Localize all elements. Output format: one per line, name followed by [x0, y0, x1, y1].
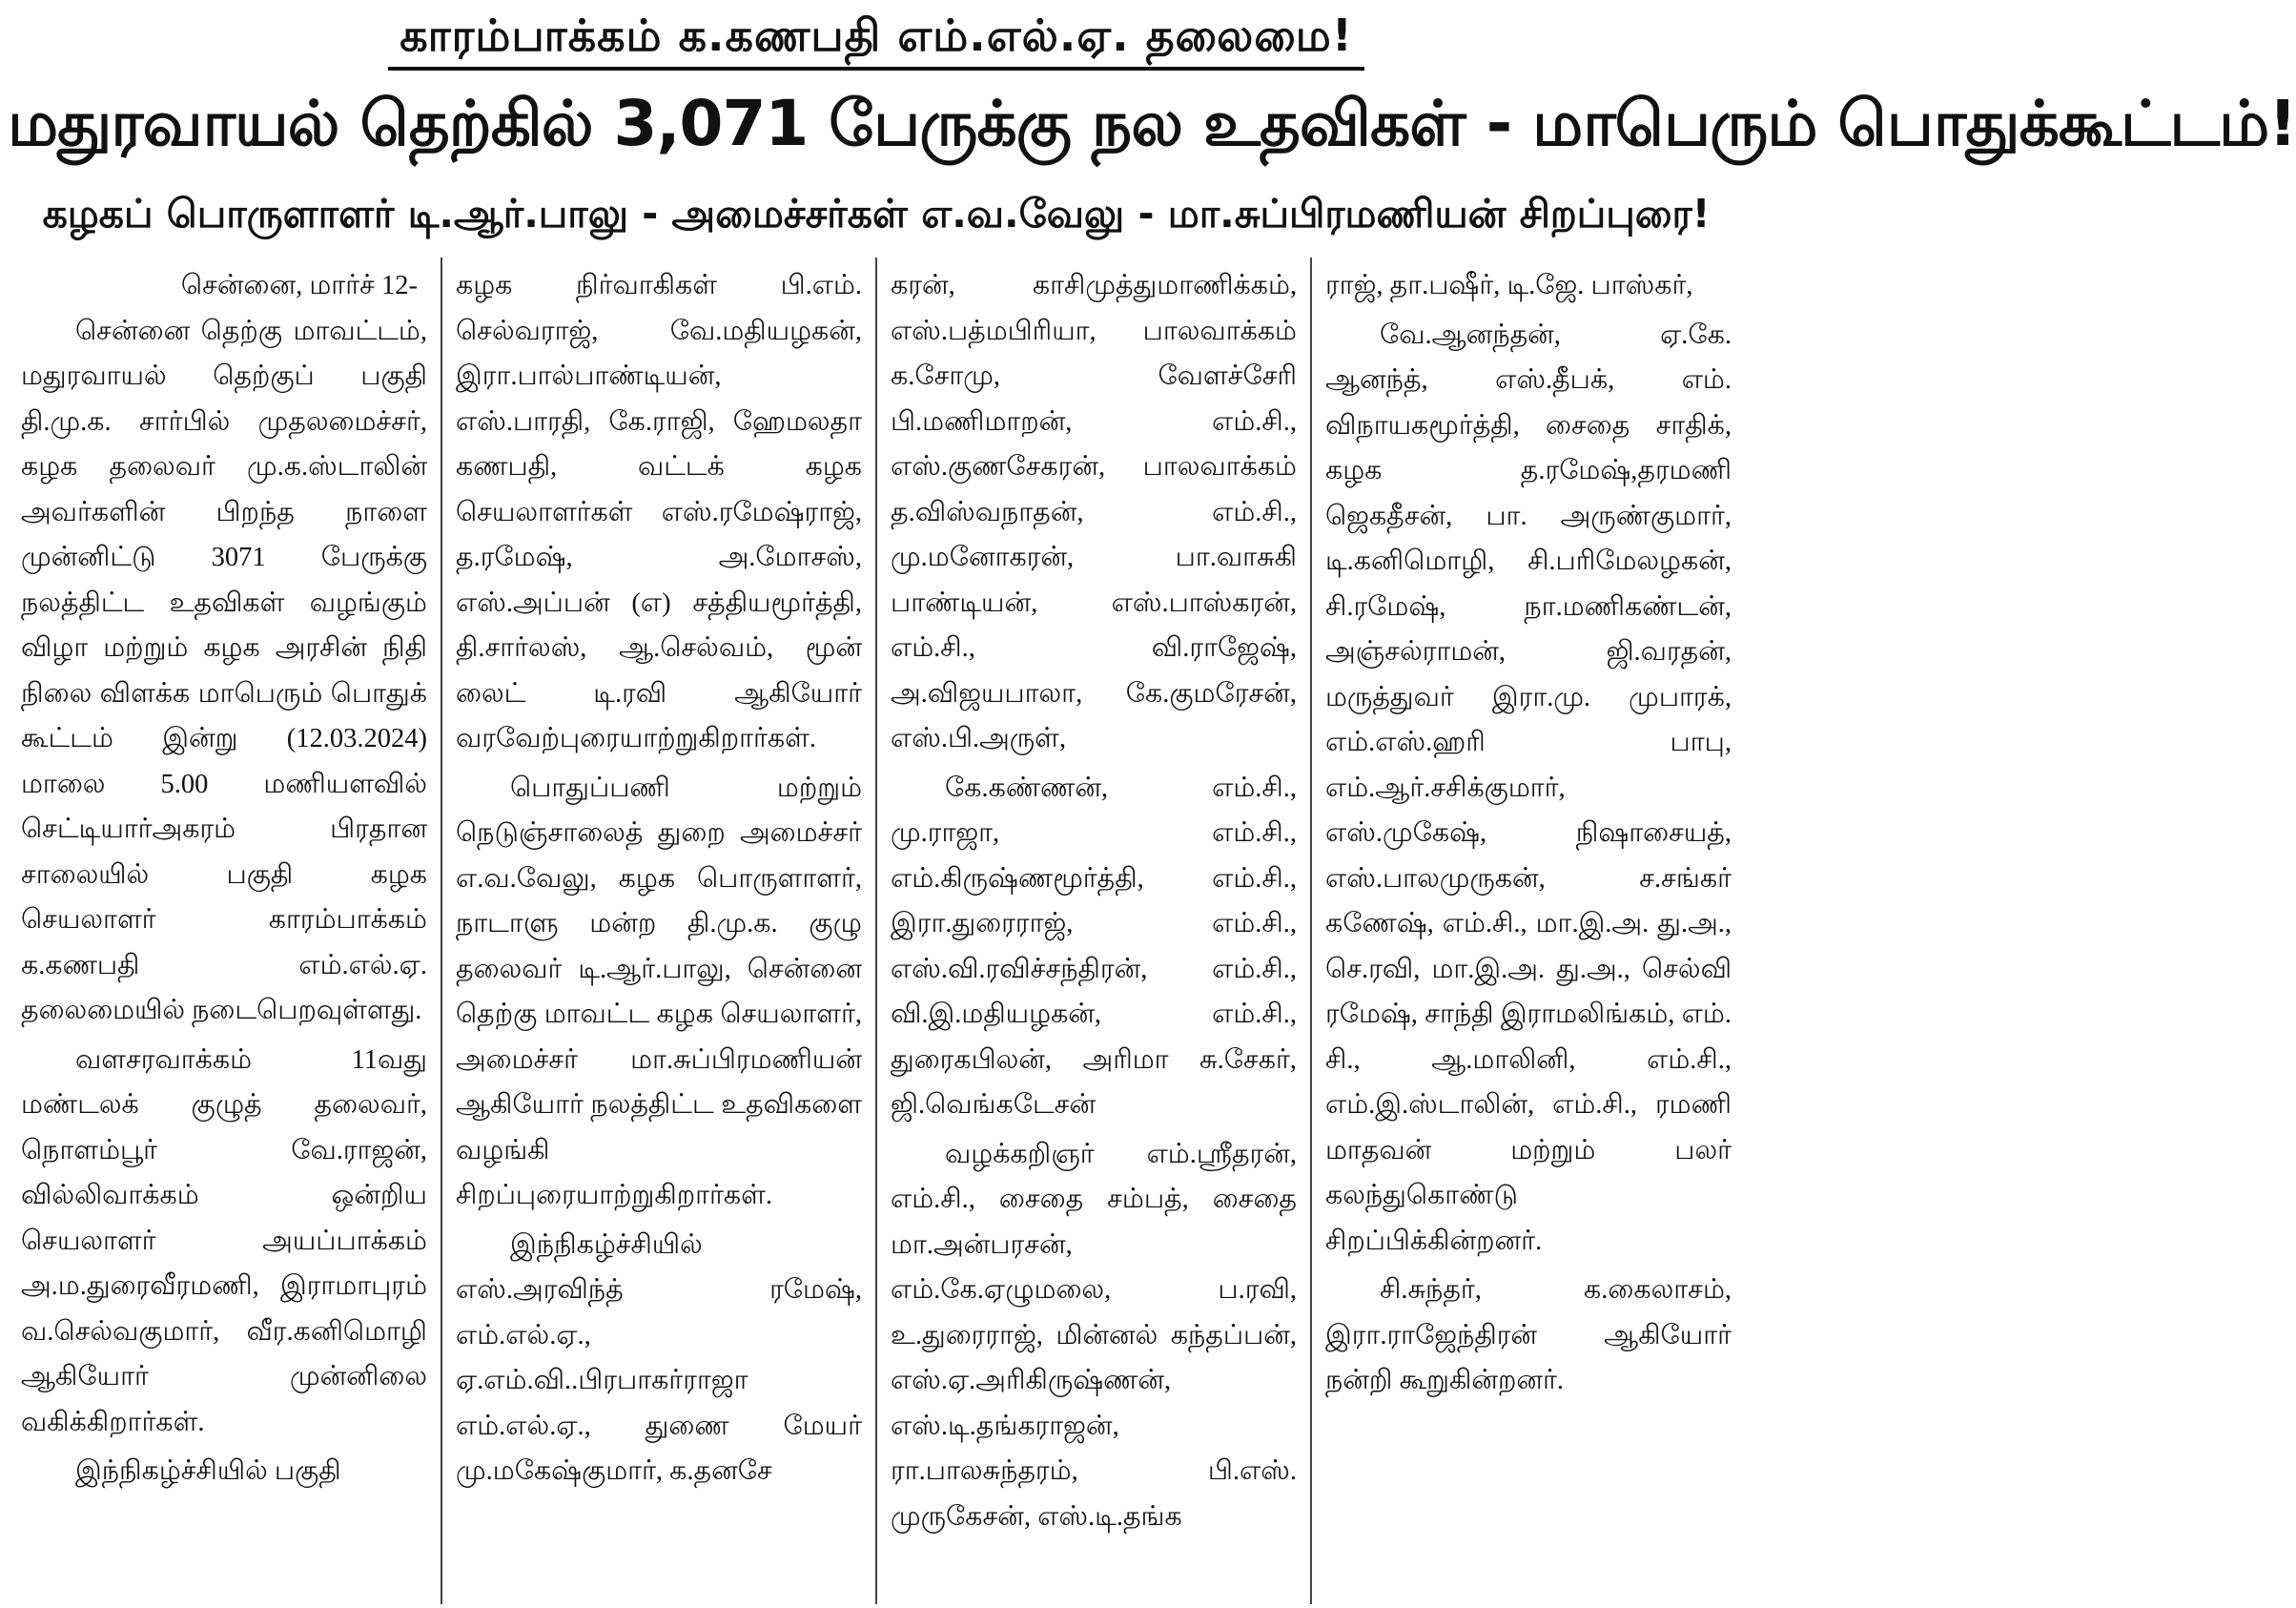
kicker-container: [8, 0, 1745, 74]
article-column-1: [8, 258, 441, 1604]
article-paragraph: சென்னை தெற்கு மாவட்டம், மதுரவாயல் தெற்குப் பகுதி தி.மு.க. சார்பில் முதலமைச்சர், கழக தலைவர் மு.க.ஸ்டாலின் அவர்களின் பிறந்த நாளை முன்னிட்டு 3071 பேருக்கு நலத்திட்ட உதவிகள் வழங்கும் விழா மற்றும் கழக அரசின் நிதி நிலை விளக்க மாபெரும் பொதுக் கூட்டம் இன்று (12.03.2024) மாலை 5.00 மணியளவில் செட்டியார்அகரம் பிரதான சாலையில் பகுதி கழக செயலாளர் காரம்பாக்கம் க.கணபதி எம்.எல்.ஏ. தலைமையில் நடைபெறவுள்ளது.: [21, 316, 427, 1025]
article-paragraph: சி.சுந்தர், க.கைலாசம், இரா.ராஜேந்திரன் ஆகியோர் நன்றி கூறுகின்றனர்.: [1325, 1275, 1732, 1395]
sub-headline: கழகப் பொருளாளர் டி.ஆர்.பாலு - அமைச்சர்கள் எ.வ.வேலு - மா.சுப்பிரமணியன் சிறப்புரை!: [42, 191, 1711, 237]
article-paragraph: வழக்கறிஞர் எம்.ஸ்ரீதரன், எம்.சி., சைதை சம்பத், சைதை மா.அன்பரசன், எம்.கே.ஏழுமலை, ப.ரவி, உ.துரைராஜ், மின்னல் கந்தப்பன், எஸ்.ஏ.அரிகிருஷ்ணன், எஸ்.டி.தங்கராஜன், ரா.பாலசுந்தரம், பி.எஸ். முருகேசன், எஸ்.டி.தங்க: [891, 1139, 1297, 1532]
article-paragraph: பொதுப்பணி மற்றும் நெடுஞ்சாலைத் துறை அமைச்சர் எ.வ.வேலு, கழக பொருளாளர், நாடாளு மன்ற தி.மு.க. குழு தலைவர் டி.ஆர்.பாலு, சென்னை தெற்கு மாவட்ட கழக செயலாளர், அமைச்சர் மா.சுப்பிரமணியன் ஆகியோர் நலத்திட்ட உதவிகளை வழங்கி சிறப்புரையாற்றுகிறார்கள்.: [456, 773, 862, 1210]
dateline: சென்னை, மார்ச் 12-: [180, 271, 418, 300]
article-paragraph: ராஜ், தா.பஷீர், டி.ஜே. பாஸ்கர்,: [1325, 271, 1693, 300]
article-paragraph: கே.கண்ணன், எம்.சி., மு.ராஜா, எம்.சி., எம்.கிருஷ்ணமூர்த்தி, எம்.சி., இரா.துரைராஜ், எம்.சி., எஸ்.வி.ரவிச்சந்திரன், எம்.சி., வி.இ.மதியழகன், எம்.சி., துரைகபிலன், அரிமா சு.சேகர், ஜி.வெங்கடேசன்: [891, 773, 1297, 1120]
article-column-3: [875, 258, 1310, 1604]
article-paragraph: வே.ஆனந்தன், ஏ.கே. ஆனந்த், எஸ்.தீபக், எம். விநாயகமூர்த்தி, சைதை சாதிக், கழக த.ரமேஷ்,தரமணி ஜெகதீசன், பா. அருண்குமார், டி.கனிமொழி, சி.பரிமேலழகன், சி.ரமேஷ், நா.மணிகண்டன், அஞ்சல்ராமன், ஜி.வரதன், மருத்துவர் இரா.மு. முபாரக், எம்.எஸ்.ஹரி பாபு, எம்.ஆர்.சசிக்குமார், எஸ்.முகேஷ், நிஷாசையத், எஸ்.பாலமுருகன், ச.சங்கர் கணேஷ், எம்.சி., மா.இ.அ. து.அ., செ.ரவி, மா.இ.அ. து.அ., செல்வி ரமேஷ், சாந்தி இராமலிங்கம், எம். சி., ஆ.மாலினி, எம்.சி., எம்.இ.ஸ்டாலின், எம்.சி., ரமணி மாதவன் மற்றும் பலர் கலந்துகொண்டு சிறப்பிக்கின்றனர்.: [1325, 320, 1732, 1256]
article-paragraph: இந்நிகழ்ச்சியில் எஸ்.அரவிந்த் ரமேஷ், எம்.எல்.ஏ., ஏ.எம்.வி..பிரபாகர்ராஜா எம்.எல்.ஏ., துணை மேயர் மு.மகேஷ்குமார், க.தனசே: [456, 1229, 862, 1486]
kicker-heading: காரம்பாக்கம் க.கணபதி எம்.எல்.ஏ. தலைமை!: [388, 8, 1364, 71]
article-column-2: [441, 258, 875, 1604]
article-paragraph: கழக நிர்வாகிகள் பி.எம். செல்வராஜ், வே.மதியழகன், இரா.பால்பாண்டியன், எஸ்.பாரதி, கே.ராஜி, ஹேமலதா கணபதி, வட்டக் கழக செயலாளர்கள் எஸ்.ரமேஷ்ராஜ், த.ரமேஷ், அ.மோசஸ், எஸ்.அப்பன் (எ) சத்தியமூர்த்தி, தி.சார்லஸ், ஆ.செல்வம், மூன் லைட் டி.ரவி ஆகியோர் வரவேற்புரையாற்றுகிறார்கள்.: [456, 271, 862, 753]
main-headline: மதுரவாயல் தெற்கில் 3,071 பேருக்கு நல உதவிகள் - மாபெரும் பொதுக்கூட்டம்!: [8, 87, 2296, 160]
article-columns: [8, 258, 1745, 1604]
article-column-4: [1310, 258, 1745, 1604]
article-paragraph: கரன், காசிமுத்துமாணிக்கம், எஸ்.பத்மபிரியா, பாலவாக்கம் க.சோமு, வேளச்சேரி பி.மணிமாறன், எம்.சி., எஸ்.குணசேகரன், பாலவாக்கம் த.விஸ்வநாதன், எம்.சி., மு.மனோகரன், பா.வாசுகி பாண்டியன், எஸ்.பாஸ்கரன், எம்.சி., வி.ராஜேஷ், அ.விஜயபாலா, கே.குமரேசன், எஸ்.பி.அருள்,: [891, 271, 1297, 753]
article-paragraph: இந்நிகழ்ச்சியில் பகுதி: [75, 1456, 341, 1486]
article-paragraph: வளசரவாக்கம் 11வது மண்டலக் குழுத் தலைவர், நொளம்பூர் வே.ராஜன், வில்லிவாக்கம் ஒன்றிய செயலாளர் அயப்பாக்கம் அ.ம.துரைவீரமணி, இராமாபுரம் வ.செல்வகுமார், வீர.கனிமொழி ஆகியோர் முன்னிலை வகிக்கிறார்கள்.: [21, 1044, 427, 1437]
